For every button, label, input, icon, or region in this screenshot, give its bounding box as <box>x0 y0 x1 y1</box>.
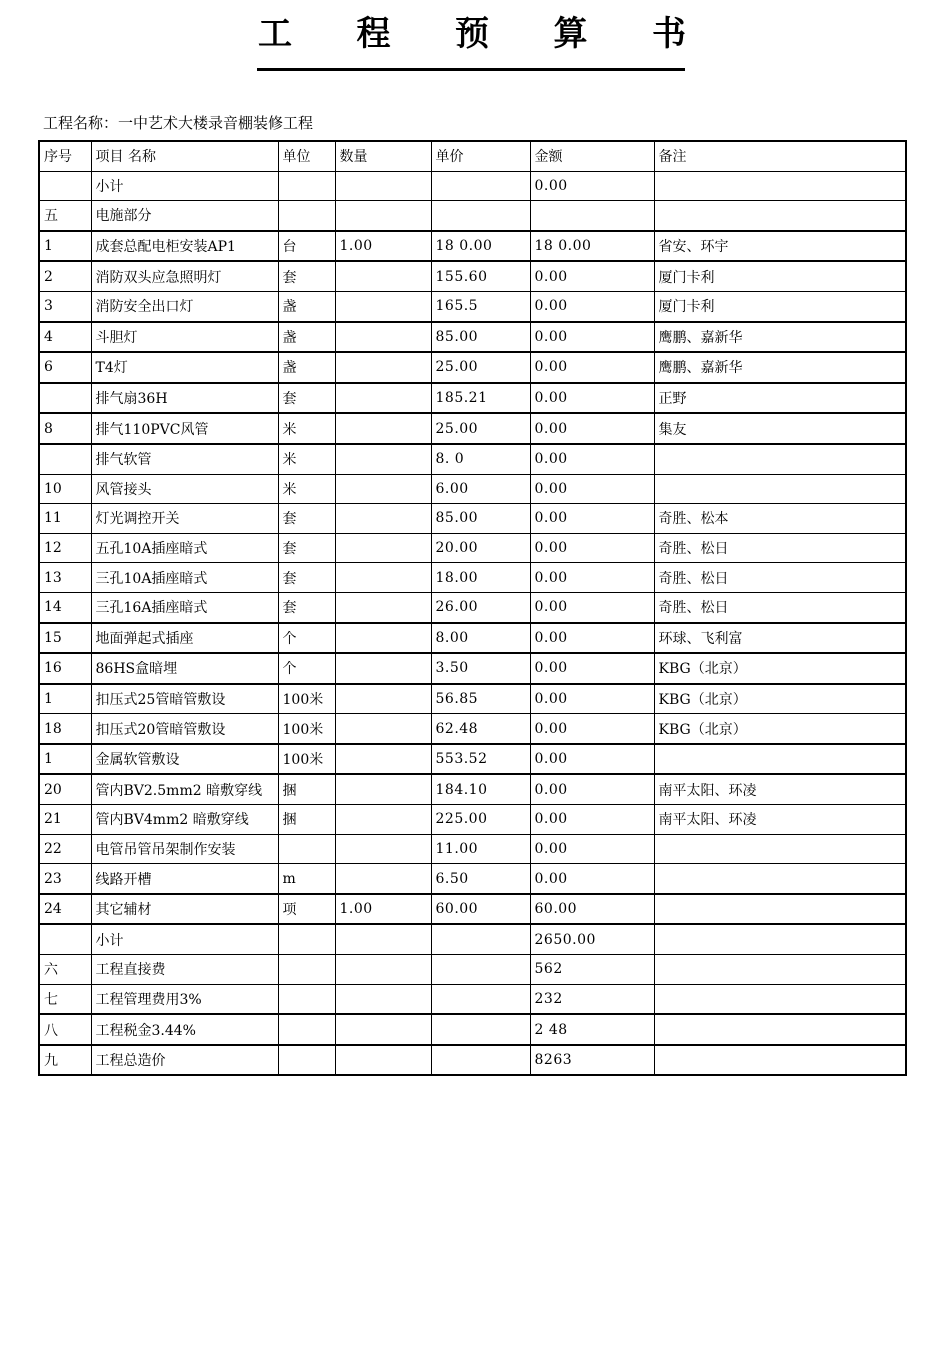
cell-amount: 0.00 <box>530 444 654 474</box>
title-char: 预 <box>455 13 489 54</box>
document-title <box>258 8 686 52</box>
table-row <box>39 231 906 262</box>
header-item-name: 项目 名称 <box>91 141 278 171</box>
cell-remark <box>654 984 906 1014</box>
cell-item-name: 五孔10A插座暗式 <box>91 533 278 563</box>
cell-unit-price: 6.00 <box>431 474 530 504</box>
cell-quantity <box>335 413 431 444</box>
cell-item-name: 工程管理费用3% <box>91 984 278 1014</box>
cell-unit-price: 62.48 <box>431 714 530 744</box>
cell-unit: 台 <box>278 231 335 262</box>
table-row <box>39 894 906 925</box>
cell-unit: 套 <box>278 383 335 414</box>
cell-quantity <box>335 533 431 563</box>
cell-unit <box>278 924 335 954</box>
table-row <box>39 714 906 744</box>
cell-index: 1 <box>39 744 91 775</box>
cell-remark <box>654 1045 906 1076</box>
cell-index: 4 <box>39 322 91 353</box>
cell-index <box>39 171 91 201</box>
cell-remark: KBG（北京） <box>654 684 906 714</box>
cell-amount: 0.00 <box>530 474 654 504</box>
cell-index: 九 <box>39 1045 91 1076</box>
cell-amount: 0.00 <box>530 653 654 684</box>
cell-remark <box>654 744 906 775</box>
header-remark: 备注 <box>654 141 906 171</box>
cell-item-name: 排气软管 <box>91 444 278 474</box>
cell-amount: 232 <box>530 984 654 1014</box>
cell-quantity <box>335 261 431 291</box>
cell-unit-price <box>431 955 530 985</box>
cell-unit-price: 56.85 <box>431 684 530 714</box>
cell-remark: 奇胜、松日 <box>654 563 906 593</box>
cell-unit: 捆 <box>278 805 335 835</box>
cell-index: 24 <box>39 894 91 925</box>
cell-remark <box>654 955 906 985</box>
cell-unit <box>278 955 335 985</box>
cell-quantity <box>335 774 431 804</box>
cell-amount: 0.00 <box>530 864 654 894</box>
cell-amount: 8263 <box>530 1045 654 1076</box>
cell-unit-price: 225.00 <box>431 805 530 835</box>
cell-amount: 0.00 <box>530 533 654 563</box>
cell-unit: 捆 <box>278 774 335 804</box>
cell-unit-price: 25.00 <box>431 413 530 444</box>
cell-quantity <box>335 322 431 353</box>
cell-quantity <box>335 684 431 714</box>
cell-amount: 18 0.00 <box>530 231 654 262</box>
cell-remark: 省安、环宇 <box>654 231 906 262</box>
cell-unit <box>278 171 335 201</box>
title-char: 程 <box>356 13 391 54</box>
cell-remark: 奇胜、松日 <box>654 592 906 622</box>
cell-unit <box>278 201 335 231</box>
cell-item-name: 工程税金3.44% <box>91 1014 278 1045</box>
cell-unit: 米 <box>278 474 335 504</box>
cell-amount: 0.00 <box>530 592 654 622</box>
cell-remark: KBG（北京） <box>654 653 906 684</box>
cell-unit: 米 <box>278 413 335 444</box>
cell-quantity <box>335 623 431 654</box>
table-row <box>39 444 906 474</box>
cell-remark <box>654 201 906 231</box>
table-row <box>39 774 906 804</box>
cell-unit: 套 <box>278 261 335 291</box>
cell-amount: 0.00 <box>530 774 654 804</box>
cell-remark <box>654 894 906 925</box>
cell-unit-price: 11.00 <box>431 834 530 864</box>
cell-unit-price: 155.60 <box>431 261 530 291</box>
cell-amount: 0.00 <box>530 291 654 321</box>
table-row <box>39 1014 906 1045</box>
cell-amount: 0.00 <box>530 744 654 775</box>
cell-amount: 0.00 <box>530 623 654 654</box>
table-row <box>39 805 906 835</box>
cell-unit-price: 85.00 <box>431 504 530 534</box>
cell-remark: 鹰鹏、嘉新华 <box>654 322 906 353</box>
cell-item-name: 排气110PVC风管 <box>91 413 278 444</box>
cell-index: 8 <box>39 413 91 444</box>
cell-unit: 100米 <box>278 684 335 714</box>
cell-quantity <box>335 474 431 504</box>
cell-quantity: 1.00 <box>335 894 431 925</box>
cell-index: 23 <box>39 864 91 894</box>
title-underline <box>257 68 685 71</box>
cell-index: 15 <box>39 623 91 654</box>
table-body <box>39 171 906 1075</box>
cell-unit <box>278 834 335 864</box>
cell-item-name: 金属软管敷设 <box>91 744 278 775</box>
cell-quantity <box>335 563 431 593</box>
cell-quantity: 1.00 <box>335 231 431 262</box>
cell-remark: 鹰鹏、嘉新华 <box>654 352 906 383</box>
cell-unit: 个 <box>278 653 335 684</box>
cell-index: 6 <box>39 352 91 383</box>
cell-quantity <box>335 171 431 201</box>
cell-quantity <box>335 201 431 231</box>
cell-index: 五 <box>39 201 91 231</box>
cell-item-name: 地面弹起式插座 <box>91 623 278 654</box>
cell-item-name: T4灯 <box>91 352 278 383</box>
cell-item-name: 线路开槽 <box>91 864 278 894</box>
cell-item-name: 扣压式20管暗管敷设 <box>91 714 278 744</box>
cell-item-name: 电管吊管吊架制作安装 <box>91 834 278 864</box>
cell-item-name: 灯光调控开关 <box>91 504 278 534</box>
cell-item-name: 小计 <box>91 171 278 201</box>
cell-item-name: 风管接头 <box>91 474 278 504</box>
cell-item-name: 管内BV4mm2 暗敷穿线 <box>91 805 278 835</box>
cell-index: 14 <box>39 592 91 622</box>
header-amount: 金额 <box>530 141 654 171</box>
table-row <box>39 563 906 593</box>
cell-amount: 0.00 <box>530 834 654 864</box>
cell-unit-price <box>431 201 530 231</box>
cell-remark: 正野 <box>654 383 906 414</box>
cell-unit-price <box>431 171 530 201</box>
cell-remark: 南平太阳、环凌 <box>654 805 906 835</box>
cell-amount: 60.00 <box>530 894 654 925</box>
table-row <box>39 533 906 563</box>
cell-remark: 奇胜、松本 <box>654 504 906 534</box>
table-row <box>39 924 906 954</box>
header-quantity: 数量 <box>335 141 431 171</box>
table-row <box>39 1045 906 1076</box>
table-row <box>39 413 906 444</box>
cell-unit <box>278 984 335 1014</box>
table-row <box>39 261 906 291</box>
table-row <box>39 352 906 383</box>
cell-unit: 盏 <box>278 352 335 383</box>
cell-item-name: 86HS盒暗埋 <box>91 653 278 684</box>
title-char: 算 <box>553 13 588 54</box>
cell-quantity <box>335 444 431 474</box>
cell-index: 22 <box>39 834 91 864</box>
cell-quantity <box>335 592 431 622</box>
cell-amount: 0.00 <box>530 261 654 291</box>
cell-quantity <box>335 1045 431 1076</box>
cell-index: 13 <box>39 563 91 593</box>
cell-index: 八 <box>39 1014 91 1045</box>
table-header-row <box>39 141 906 171</box>
cell-unit: 套 <box>278 533 335 563</box>
cell-index: 18 <box>39 714 91 744</box>
cell-item-name: 三孔16A插座暗式 <box>91 592 278 622</box>
table-row <box>39 684 906 714</box>
header-unit: 单位 <box>278 141 335 171</box>
cell-amount: 562 <box>530 955 654 985</box>
cell-index: 20 <box>39 774 91 804</box>
cell-unit-price: 20.00 <box>431 533 530 563</box>
cell-unit-price: 60.00 <box>431 894 530 925</box>
cell-quantity <box>335 744 431 775</box>
cell-amount: 0.00 <box>530 383 654 414</box>
cell-quantity <box>335 352 431 383</box>
cell-unit-price: 18 0.00 <box>431 231 530 262</box>
cell-index: 11 <box>39 504 91 534</box>
cell-unit: 盏 <box>278 322 335 353</box>
cell-item-name: 斗胆灯 <box>91 322 278 353</box>
cell-quantity <box>335 504 431 534</box>
table-row <box>39 623 906 654</box>
cell-item-name: 消防双头应急照明灯 <box>91 261 278 291</box>
table-row <box>39 744 906 775</box>
cell-unit: 100米 <box>278 744 335 775</box>
cell-unit: 套 <box>278 504 335 534</box>
table-row <box>39 864 906 894</box>
cell-amount <box>530 201 654 231</box>
cell-unit-price <box>431 924 530 954</box>
cell-unit-price: 184.10 <box>431 774 530 804</box>
cell-amount: 0.00 <box>530 352 654 383</box>
table-row <box>39 504 906 534</box>
cell-remark: KBG（北京） <box>654 714 906 744</box>
cell-unit-price: 18.00 <box>431 563 530 593</box>
cell-unit-price: 185.21 <box>431 383 530 414</box>
cell-unit: m <box>278 864 335 894</box>
cell-remark <box>654 864 906 894</box>
cell-index: 21 <box>39 805 91 835</box>
cell-unit: 项 <box>278 894 335 925</box>
table-row <box>39 383 906 414</box>
cell-quantity <box>335 1014 431 1045</box>
cell-remark <box>654 924 906 954</box>
title-char: 书 <box>652 13 686 54</box>
table-row <box>39 653 906 684</box>
cell-quantity <box>335 383 431 414</box>
cell-quantity <box>335 864 431 894</box>
cell-index: 12 <box>39 533 91 563</box>
cell-item-name: 其它辅材 <box>91 894 278 925</box>
cell-amount: 2650.00 <box>530 924 654 954</box>
cell-amount: 0.00 <box>530 805 654 835</box>
cell-unit-price: 26.00 <box>431 592 530 622</box>
cell-amount: 0.00 <box>530 322 654 353</box>
table-row <box>39 171 906 201</box>
cell-index <box>39 924 91 954</box>
cell-quantity <box>335 955 431 985</box>
cell-unit: 100米 <box>278 714 335 744</box>
project-name: 工程名称：一中艺术大楼录音棚装修工程 <box>43 114 314 132</box>
cell-quantity <box>335 984 431 1014</box>
cell-item-name: 管内BV2.5mm2 暗敷穿线 <box>91 774 278 804</box>
cell-remark: 集友 <box>654 413 906 444</box>
cell-index: 1 <box>39 231 91 262</box>
cell-index: 3 <box>39 291 91 321</box>
cell-remark <box>654 171 906 201</box>
budget-table <box>38 140 907 1076</box>
cell-index: 2 <box>39 261 91 291</box>
cell-unit-price: 3.50 <box>431 653 530 684</box>
cell-remark <box>654 444 906 474</box>
table-row <box>39 592 906 622</box>
cell-remark: 南平太阳、环凌 <box>654 774 906 804</box>
cell-unit: 米 <box>278 444 335 474</box>
cell-index: 1 <box>39 684 91 714</box>
cell-quantity <box>335 924 431 954</box>
cell-amount: 0.00 <box>530 714 654 744</box>
table-row <box>39 322 906 353</box>
cell-item-name: 工程直接费 <box>91 955 278 985</box>
cell-unit-price: 6.50 <box>431 864 530 894</box>
cell-remark: 奇胜、松日 <box>654 533 906 563</box>
cell-unit <box>278 1014 335 1045</box>
cell-unit: 个 <box>278 623 335 654</box>
cell-quantity <box>335 291 431 321</box>
cell-remark: 环球、飞利富 <box>654 623 906 654</box>
cell-index: 七 <box>39 984 91 1014</box>
cell-remark: 厦门卡利 <box>654 261 906 291</box>
cell-item-name: 电施部分 <box>91 201 278 231</box>
cell-amount: 0.00 <box>530 504 654 534</box>
cell-unit-price: 553.52 <box>431 744 530 775</box>
cell-unit-price: 8.00 <box>431 623 530 654</box>
table-row <box>39 984 906 1014</box>
cell-unit-price <box>431 1045 530 1076</box>
cell-amount: 0.00 <box>530 563 654 593</box>
header-index: 序号 <box>39 141 91 171</box>
cell-item-name: 三孔10A插座暗式 <box>91 563 278 593</box>
cell-unit <box>278 1045 335 1076</box>
cell-unit-price: 25.00 <box>431 352 530 383</box>
header-unit-price: 单价 <box>431 141 530 171</box>
cell-item-name: 小计 <box>91 924 278 954</box>
cell-unit: 套 <box>278 592 335 622</box>
cell-quantity <box>335 714 431 744</box>
cell-unit-price <box>431 984 530 1014</box>
table-row <box>39 201 906 231</box>
cell-unit: 套 <box>278 563 335 593</box>
cell-amount: 0.00 <box>530 171 654 201</box>
title-char: 工 <box>258 13 292 54</box>
cell-quantity <box>335 805 431 835</box>
cell-unit-price: 8. 0 <box>431 444 530 474</box>
cell-item-name: 成套总配电柜安装AP1 <box>91 231 278 262</box>
cell-quantity <box>335 834 431 864</box>
cell-quantity <box>335 653 431 684</box>
cell-amount: 2 48 <box>530 1014 654 1045</box>
cell-index <box>39 383 91 414</box>
cell-index: 10 <box>39 474 91 504</box>
table-row <box>39 291 906 321</box>
cell-index: 16 <box>39 653 91 684</box>
table-row <box>39 955 906 985</box>
cell-item-name: 排气扇36H <box>91 383 278 414</box>
cell-unit: 盏 <box>278 291 335 321</box>
cell-remark <box>654 1014 906 1045</box>
table-row <box>39 834 906 864</box>
cell-unit-price: 85.00 <box>431 322 530 353</box>
cell-remark <box>654 474 906 504</box>
cell-index <box>39 444 91 474</box>
cell-item-name: 消防安全出口灯 <box>91 291 278 321</box>
table-row <box>39 474 906 504</box>
cell-amount: 0.00 <box>530 413 654 444</box>
cell-index: 六 <box>39 955 91 985</box>
cell-unit-price: 165.5 <box>431 291 530 321</box>
cell-amount: 0.00 <box>530 684 654 714</box>
cell-item-name: 扣压式25管暗管敷设 <box>91 684 278 714</box>
cell-remark <box>654 834 906 864</box>
cell-unit-price <box>431 1014 530 1045</box>
cell-item-name: 工程总造价 <box>91 1045 278 1076</box>
cell-remark: 厦门卡利 <box>654 291 906 321</box>
